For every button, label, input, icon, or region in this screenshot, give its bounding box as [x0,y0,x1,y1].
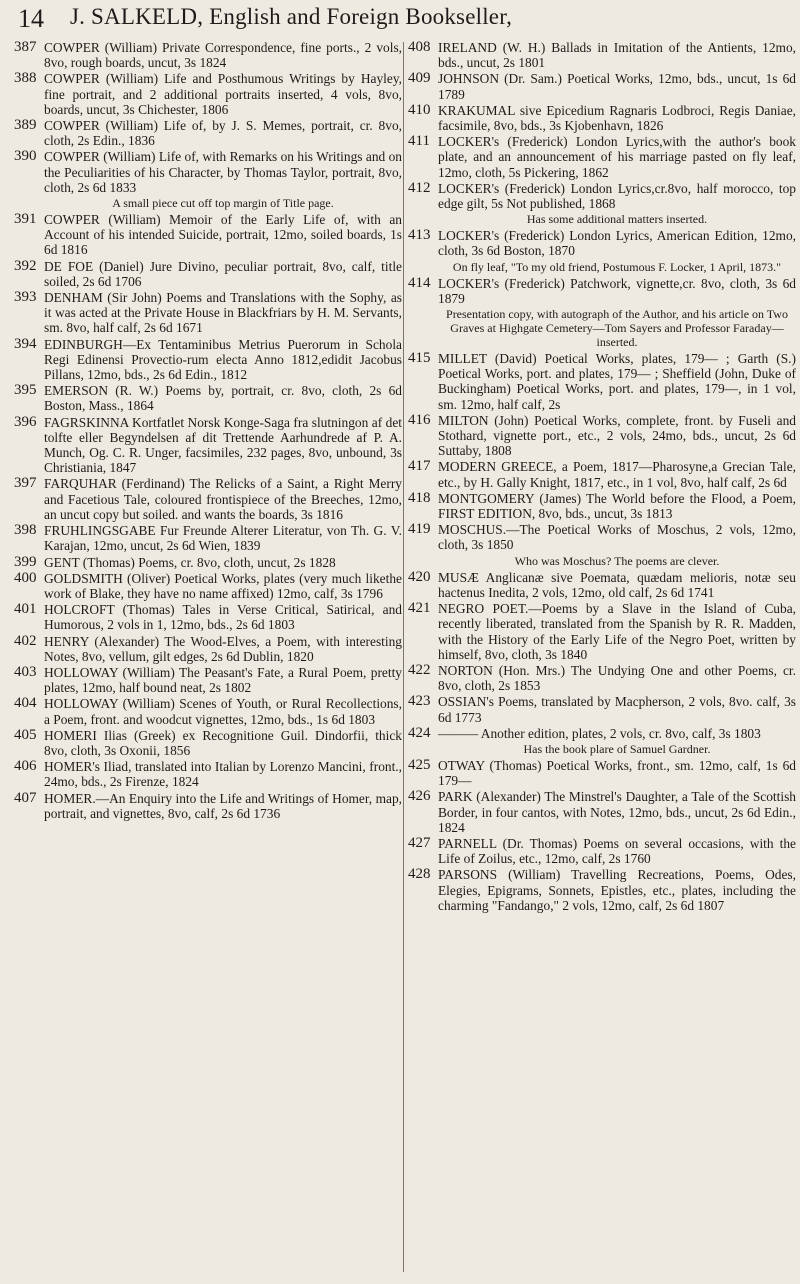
entry-text: ——— Another edition, plates, 2 vols, cr. 8vo, calf, 3s 1803 [438,725,761,741]
entry-number: 398 [14,522,37,539]
entry-body [44,212,402,258]
catalogue-entry [14,149,402,211]
entry-body [438,228,796,274]
entry-note: Has the book plare of Samuel Gardner. [523,741,711,756]
catalogue-entry [14,523,402,553]
catalogue-entry [408,726,796,757]
left-column [14,40,402,822]
catalogue-entry [408,181,796,227]
catalogue-entry [408,228,796,274]
entry-body [438,789,796,835]
entry-body [438,71,796,101]
entry-body [438,351,796,412]
entry-body [438,276,796,350]
catalogue-entry [14,476,402,522]
entry-text: LOCKER's (Frederick) Patchwork, vignette,cr. 8vo, cloth, 3s 6d 1879 [438,275,796,306]
catalogue-entry [408,758,796,788]
entry-number: 407 [14,789,37,806]
catalogue-entry [14,696,402,726]
catalogue-entry [14,728,402,758]
entry-text: PARK (Alexander) The Minstrel's Daughter, a Tale of the Scottish Border, in four cantos, with Notes, 12mo, bds., uncut, 2s 6d Edin., 1824 [438,789,796,835]
catalogue-entry [408,71,796,101]
entry-text: IRELAND (W. H.) Ballads in Imitation of the Antients, 12mo, bds., uncut, 2s 1801 [438,40,796,71]
entry-body [44,759,402,789]
entry-text: COWPER (William) Memoir of the Early Life of, with an Account of his intended Suicide, portrait, 12mo, soiled boards, 1s 6d 1816 [44,212,402,258]
catalogue-entry [14,290,402,336]
entry-body [44,337,402,383]
entry-text: HOLLOWAY (William) Scenes of Youth, or Rural Recollections, a Poem, front. and woodcut vignettes, 12mo, bds., 1s 6d 1803 [44,696,402,727]
catalogue-entry [14,665,402,695]
entry-number: 419 [408,521,431,538]
catalogue-entry [14,259,402,289]
entry-note: On fly leaf, "To my old friend, Postumous F. Locker, 1 April, 1873." [452,259,782,274]
entry-text: NEGRO POET.—Poems by a Slave in the Island of Cuba, recently liberated, translated from the Spanish by R. R. Madden, with the History of the Early Life of the Negro Poet, written by himself, 8vo, cloth, 3s 1840 [438,601,796,662]
entry-text: KRAKUMAL sive Epicedium Ragnaris Lodbroci, Regis Daniae, facsimile, 8vo, bds., 3s Kjobenhavn, 1826 [438,102,796,134]
entry-number: 395 [14,382,37,399]
entry-number: 415 [408,350,431,367]
page-number: 14 [18,4,44,33]
catalogue-entry [14,759,402,789]
entry-text: MILLET (David) Poetical Works, plates, 179— ; Garth (S.) Poetical Works, port. and plates, 179— ; Sheffield (John, Duke of Buckingham) Poetical Works, port. and plates, 179—, in 1 vol, sm. 12mo, half calf, 2s [438,351,796,412]
catalogue-entry [408,867,796,913]
entry-number: 411 [408,133,430,150]
catalogue-entry [14,40,402,70]
entry-body [438,601,796,662]
entry-text: DE FOE (Daniel) Jure Divino, peculiar portrait, 8vo, calf, title soiled, 2s 6d 1706 [44,258,402,289]
catalogue-entry [408,522,796,568]
catalogue-entry [14,337,402,383]
entry-body [44,40,402,70]
right-column [408,40,796,914]
entry-body [438,663,796,693]
entry-text: LOCKER's (Frederick) London Lyrics,with the author's book plate, and an announcement of his marriage pasted on fly leaf, 12mo, cloth, 5s Pickering, 1862 [438,134,796,180]
catalogue-entry [408,694,796,724]
entry-number: 416 [408,411,431,428]
entry-number: 424 [408,724,431,741]
entry-body [44,259,402,289]
catalogue-entry [14,118,402,148]
entry-body [44,383,402,413]
entry-body [44,665,402,695]
entry-text: HOLLOWAY (William) The Peasant's Fate, a Rural Poem, pretty plates, 12mo, half bound neat, 2s 1802 [44,664,402,696]
entry-body [44,602,402,632]
entry-number: 391 [14,211,37,228]
catalogue-entry [14,791,402,821]
entry-body [44,555,402,570]
entry-body [438,726,796,757]
entry-number: 405 [14,726,37,743]
entry-number: 401 [14,601,37,618]
entry-number: 396 [14,413,37,430]
entry-text: COWPER (William) Life of, by J. S. Memes, portrait, cr. 8vo, cloth, 2s Edin., 1836 [44,118,402,149]
entry-body [438,836,796,866]
entry-text: LOCKER's (Frederick) London Lyrics, American Edition, 12mo, cloth, 3s 6d Boston, 1870 [438,228,796,259]
entry-number: 402 [14,632,37,649]
entry-body [438,181,796,227]
entry-body [44,571,402,601]
entry-number: 389 [14,117,37,134]
entry-body [438,103,796,133]
entry-body [438,570,796,600]
entry-text: HOLCROFT (Thomas) Tales in Verse Critical, Satirical, and Humorous, 2 vols in 1, 12mo, bds., 2s 6d 1803 [44,602,402,633]
catalogue-entry [408,663,796,693]
entry-body [438,459,796,489]
entry-number: 403 [14,663,37,680]
entry-body [438,413,796,459]
entry-number: 427 [408,834,431,851]
catalogue-entry [408,103,796,133]
entry-note: Who was Moschus? The poems are clever. [514,553,720,568]
catalogue-entry [14,212,402,258]
entry-number: 425 [408,756,431,773]
catalogue-entry [14,71,402,117]
entry-text: OTWAY (Thomas) Poetical Works, front., sm. 12mo, calf, 1s 6d 179— [438,757,796,789]
entry-body [438,134,796,180]
running-title: J. SALKELD, English and Foreign Bookseller, [70,4,513,29]
entry-text: JOHNSON (Dr. Sam.) Poetical Works, 12mo, bds., uncut, 1s 6d 1789 [438,71,796,102]
entry-note: Has some additional matters inserted. [526,212,708,227]
entry-text: FARQUHAR (Ferdinand) The Relicks of a Saint, a Right Merry and Facetious Tale, coloured frontispiece of the Breeches, 12mo, an uncut copy but soiled. and wants the boards, 3s 1816 [44,476,402,522]
entry-number: 390 [14,148,37,165]
entry-body [438,522,796,568]
page-header [0,0,800,40]
entry-number: 408 [408,39,431,55]
entry-text: EDINBURGH—Ex Tentaminibus Metrius Puerorum in Schola Regi Edinensi Provectio-rum electa Anno 1812,edidit Jacobus Pillans, 12mo, bds., 2s 6d Edin., 1812 [44,336,402,383]
entry-body [44,290,402,336]
catalogue-entry [408,276,796,350]
entry-body [44,149,402,211]
entry-text: GOLDSMITH (Oliver) Poetical Works, plates (very much likethe work of Blake, they have no name affixed) 12mo, calf, 3s 1796 [44,570,402,601]
entry-number: 412 [408,179,431,196]
entry-number: 404 [14,695,37,712]
entry-text: COWPER (William) Life of, with Remarks on his Writings and on the Peculiarities of his Character, by Thomas Taylor, portrait, 8vo, cloth, 2s 6d 1833 [44,149,402,195]
catalogue-entry [408,836,796,866]
catalogue-entry [408,789,796,835]
catalogue-entry [14,415,402,476]
entry-note: Presentation copy, with autograph of the Author, and his article on Two Graves at Highgate Cemetery—Tom Sayers and Professor Faraday—inserted. [446,307,788,350]
entry-text: HOMER.—An Enquiry into the Life and Writings of Homer, map, portrait, and vignettes, 8vo, calf, 2s 6d 1736 [44,790,402,821]
entry-number: 410 [408,101,431,118]
entry-text: HENRY (Alexander) The Wood-Elves, a Poem, with interesting Notes, 8vo, vellum, gilt edges, 2s 6d Dublin, 1820 [44,633,402,664]
entry-body [44,415,402,476]
entry-number: 428 [408,866,431,883]
entry-number: 409 [408,70,431,87]
entry-text: COWPER (William) Life and Posthumous Writings by Hayley, fine portrait, and 2 additional portraits inserted, 4 vols, 8vo, boards, uncut, 3s Chichester, 1806 [44,71,402,117]
entry-text: DENHAM (Sir John) Poems and Translations with the Sophy, as it was acted at the Private House in Blackfriars by H. M. Servants, sm. 8vo, half calf, 2s 6d 1671 [44,290,402,336]
entry-text: PARSONS (William) Travelling Recreations, Poems, Odes, Elegies, Epigrams, Sonnets, Epistles, etc., plates, including the charming "Fandango," 2 vols, 12mo, calf, 2s 6d 1807 [438,867,796,913]
entry-number: 388 [14,70,37,87]
catalogue-entry [408,601,796,662]
entry-number: 420 [408,568,431,585]
entry-text: MODERN GREECE, a Poem, 1817—Pharosyne,a Grecian Tale, etc., by H. Gally Knight, 1817, etc., in 1 vol, 8vo, half calf, 2s 6d [438,459,796,490]
entry-number: 418 [408,489,431,506]
column-divider [403,42,404,1272]
entry-number: 406 [14,758,37,775]
entry-number: 393 [14,289,37,306]
catalogue-entry [14,634,402,664]
catalogue-entry [408,570,796,600]
entry-body [44,696,402,726]
entry-body [438,758,796,788]
entry-body [44,791,402,821]
entry-body [44,71,402,117]
entry-text: PARNELL (Dr. Thomas) Poems on several occasions, with the Life of Zoilus, etc., 12mo, calf, 2s 1760 [438,835,796,867]
entry-number: 421 [408,600,431,617]
catalogue-entry [408,491,796,521]
entry-number: 426 [408,788,431,805]
catalogue-entry [14,383,402,413]
entry-text: EMERSON (R. W.) Poems by, portrait, cr. 8vo, cloth, 2s 6d Boston, Mass., 1864 [44,383,402,414]
entry-body [44,634,402,664]
entry-number: 392 [14,257,37,274]
entry-number: 400 [14,569,37,586]
entry-text: HOMERI Ilias (Greek) ex Recognitione Guil. Dindorfii, thick 8vo, cloth, 3s Oxonii, 1856 [44,727,402,758]
entry-text: GENT (Thomas) Poems, cr. 8vo, cloth, uncut, 2s 1828 [44,554,336,570]
entry-number: 387 [14,39,37,55]
entry-text: OSSIAN's Poems, translated by Macpherson, 2 vols, 8vo. calf, 3s 6d 1773 [438,694,796,725]
catalogue-entry [408,40,796,70]
entry-body [438,491,796,521]
entry-body [44,523,402,553]
entry-body [44,118,402,148]
entry-text: NORTON (Hon. Mrs.) The Undying One and other Poems, cr. 8vo, cloth, 2s 1853 [438,662,796,694]
entry-body [438,867,796,913]
catalogue-entry [14,555,402,570]
entry-text: LOCKER's (Frederick) London Lyrics,cr.8vo, half morocco, top edge gilt, 5s Not published, 1868 [438,180,796,212]
entry-text: FRUHLINGSGABE Fur Freunde Alterer Literatur, von Th. G. V. Karajan, 12mo, uncut, 2s 6d Wien, 1839 [44,523,402,554]
catalogue-entry [408,413,796,459]
catalogue-entry [14,571,402,601]
catalogue-entry [14,602,402,632]
catalogue-entry [408,351,796,412]
entry-body [44,476,402,522]
entry-number: 422 [408,661,431,678]
entry-text: COWPER (William) Private Correspondence, fine ports., 2 vols, 8vo, rough boards, uncut, 3s 1824 [44,40,402,71]
entry-number: 397 [14,475,37,492]
entry-text: MOSCHUS.—The Poetical Works of Moschus, 2 vols, 12mo, cloth, 3s 1850 [438,522,796,553]
entry-text: MONTGOMERY (James) The World before the Flood, a Poem, FIRST EDITION, 8vo, bds., uncut, 3s 1813 [438,490,796,522]
entry-number: 414 [408,274,431,291]
entry-body [438,40,796,70]
entry-number: 394 [14,335,37,352]
entry-text: MILTON (John) Poetical Works, complete, front. by Fuseli and Stothard, vignette port., etc., 2 vols, 24mo, bds., uncut, 2s 6d Suttaby, 1808 [438,412,796,459]
entry-body [44,728,402,758]
entry-number: 423 [408,693,431,710]
catalogue-entry [408,459,796,489]
catalogue-entry [408,134,796,180]
entry-note: A small piece cut off top margin of Title page. [112,196,334,211]
entry-body [438,694,796,724]
entry-number: 399 [14,553,37,570]
entry-number: 413 [408,227,431,244]
entry-number: 417 [408,458,431,475]
entry-text: FAGRSKINNA Kortfatlet Norsk Konge-Saga fra slutningon af det tolfte eller Begyndelsen af dit Trettende Aarhundrede af P. A. Munch, Og. C. R. Unger, facsimiles, 232 pages, 8vo, unbound, 3s Christiania, 1847 [44,414,402,476]
entry-text: HOMER's Iliad, translated into Italian by Lorenzo Mancini, front., 24mo, bds., 2s Firenze, 1824 [44,759,402,790]
entry-text: MUSÆ Anglicanæ sive Poemata, quædam melioris, notæ seu hactenus Inedita, 2 vols, 12mo, old calf, 2s 6d 1741 [438,569,796,600]
